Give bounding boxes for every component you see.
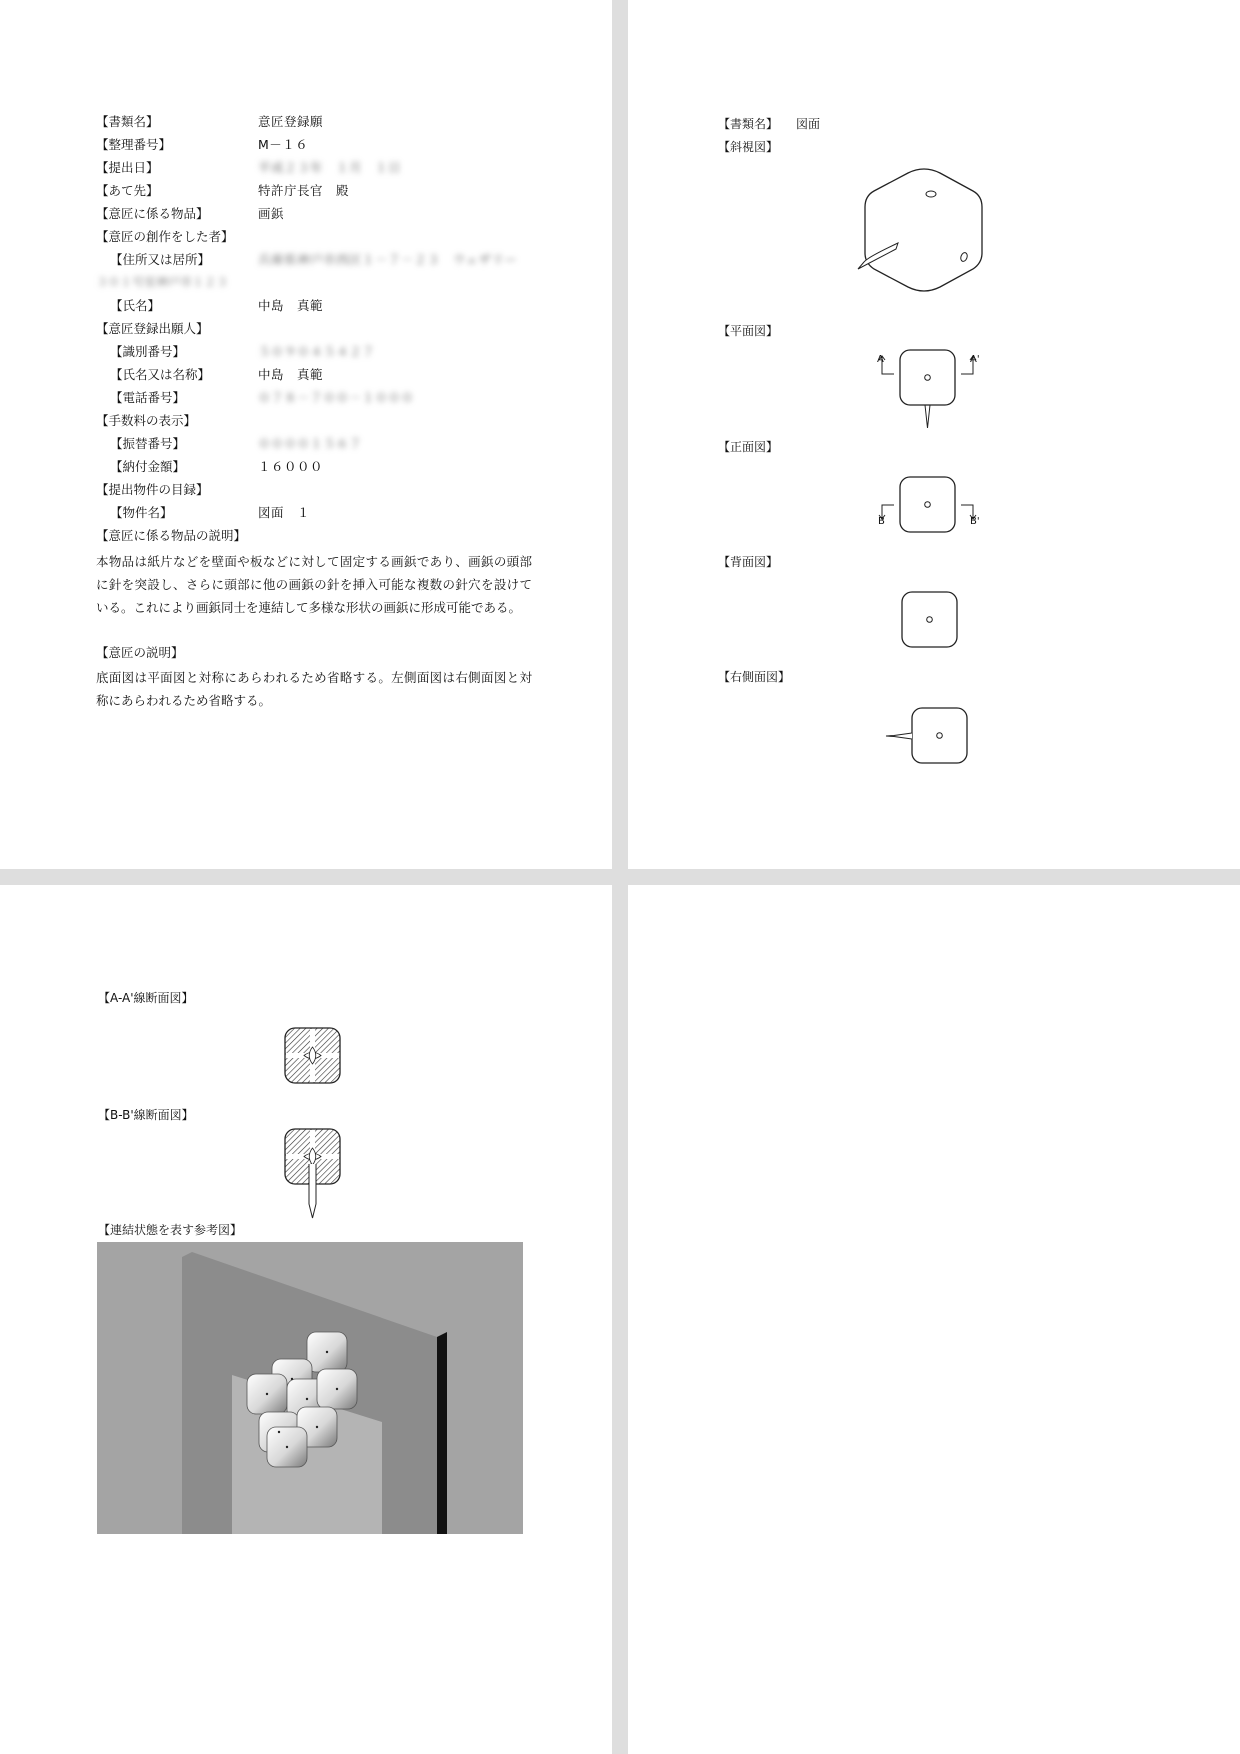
section-mark-b-prime: B' [970, 516, 980, 527]
field-label: 【振替番号】 [110, 436, 186, 451]
field-addressee [96, 181, 536, 201]
reference-connection-figure [97, 1242, 523, 1534]
plan-view-label: 【平面図】 [718, 324, 779, 338]
page-3 [0, 885, 612, 1754]
right-side-view-label: 【右側面図】 [718, 670, 791, 684]
field-label: 【住所又は居所】 [110, 252, 211, 267]
perspective-view-figure [858, 165, 998, 310]
field-creator [96, 227, 536, 247]
field-label: 【物件名】 [110, 505, 173, 520]
address-line-2: ３０１号室神戸市１２３ [96, 275, 229, 289]
field-value: 画鋲 [258, 206, 285, 221]
front-view-label: 【正面図】 [718, 440, 779, 454]
field-submit-date [96, 158, 536, 178]
field-label: 【電話番号】 [110, 390, 186, 405]
field-transfer-number [96, 434, 536, 454]
field-value: 図面 １ [258, 505, 311, 520]
field-value: １６０００ [258, 459, 324, 474]
field-label: 【意匠登録出願人】 [96, 321, 209, 336]
bb-section-label: 【B-B'線断面図】 [98, 1108, 194, 1122]
field-label: 【あて先】 [96, 183, 159, 198]
design-note: 底面図は平面図と対称にあらわれるため省略する。左側面図は右側面図と対称にあらわれるため省略する。 [96, 670, 532, 708]
field-ref-number [96, 135, 536, 155]
field-label: 【整理番号】 [96, 137, 172, 152]
reference-view-label: 【連結状態を表す参考図】 [98, 1223, 243, 1237]
field-applicant [96, 319, 536, 339]
right-side-view-figure [886, 706, 976, 766]
page-1 [0, 0, 612, 869]
field-phone [96, 388, 536, 408]
perspective-label: 【斜視図】 [718, 140, 779, 154]
field-article-desc [96, 526, 536, 546]
bb-section-figure [284, 1128, 342, 1218]
field-label: 【意匠に係る物品】 [96, 206, 209, 221]
field-creator-name [96, 296, 536, 316]
field-label: 【氏名】 [110, 298, 161, 313]
field-id-number [96, 342, 536, 362]
field-label: 【氏名又は名称】 [110, 367, 211, 382]
field-label: 【提出物件の目録】 [96, 482, 209, 497]
field-applicant-name [96, 365, 536, 385]
doc-type-label: 【書類名】 [718, 117, 779, 131]
field-doc-type [96, 112, 536, 132]
article-description: 本物品は紙片などを壁面や板などに対して固定する画鋲であり、画鋲の頭部に針を突設し、さらに頭部に他の画鋲の針を挿入可能な複数の針穴を設けている。これにより画鋲同士を連結して多様な形状の画鋲に形成可能である。 [96, 554, 532, 615]
field-value: 中島 真範 [258, 298, 324, 313]
field-article [96, 204, 536, 224]
section-mark-b: B [878, 516, 885, 527]
field-label: 【書類名】 [96, 114, 159, 129]
field-value: 平成２３年 １月 １日 [258, 160, 402, 175]
field-value: 特許庁長官 殿 [258, 183, 350, 198]
field-value: 意匠登録願 [258, 114, 324, 129]
field-address [96, 250, 536, 270]
field-value: ００００１５６７ [258, 436, 363, 451]
section-mark-a-prime: A' [970, 354, 980, 365]
field-value: 兵庫県神戸市西区１－７－２３ ウェザリー [258, 252, 518, 267]
field-attachments [96, 480, 536, 500]
field-value: ５０９０４５４２７ [258, 344, 376, 359]
page-4 [628, 885, 1240, 1754]
back-view-label: 【背面図】 [718, 555, 779, 569]
aa-section-label: 【A-A'線断面図】 [98, 991, 194, 1005]
doc-type-value: 図面 [796, 117, 821, 131]
page-2 [628, 0, 1240, 869]
field-label: 【識別番号】 [110, 344, 186, 359]
field-label: 【意匠の説明】 [96, 645, 184, 660]
field-value: 中島 真範 [258, 367, 324, 382]
field-label: 【意匠の創作をした者】 [96, 229, 234, 244]
field-item-name [96, 503, 536, 523]
field-value: ０７８－７００－１０００ [258, 390, 415, 405]
field-label: 【提出日】 [96, 160, 159, 175]
aa-section-figure [284, 1027, 342, 1085]
design-note-heading [96, 643, 536, 663]
field-label: 【手数料の表示】 [96, 413, 197, 428]
back-view-figure [900, 590, 960, 650]
field-label: 【意匠に係る物品の説明】 [96, 528, 247, 543]
field-payment [96, 457, 536, 477]
field-value: M－１６ [258, 137, 309, 152]
section-mark-a: A [877, 354, 884, 365]
field-label: 【納付金額】 [110, 459, 186, 474]
field-fee [96, 411, 536, 431]
